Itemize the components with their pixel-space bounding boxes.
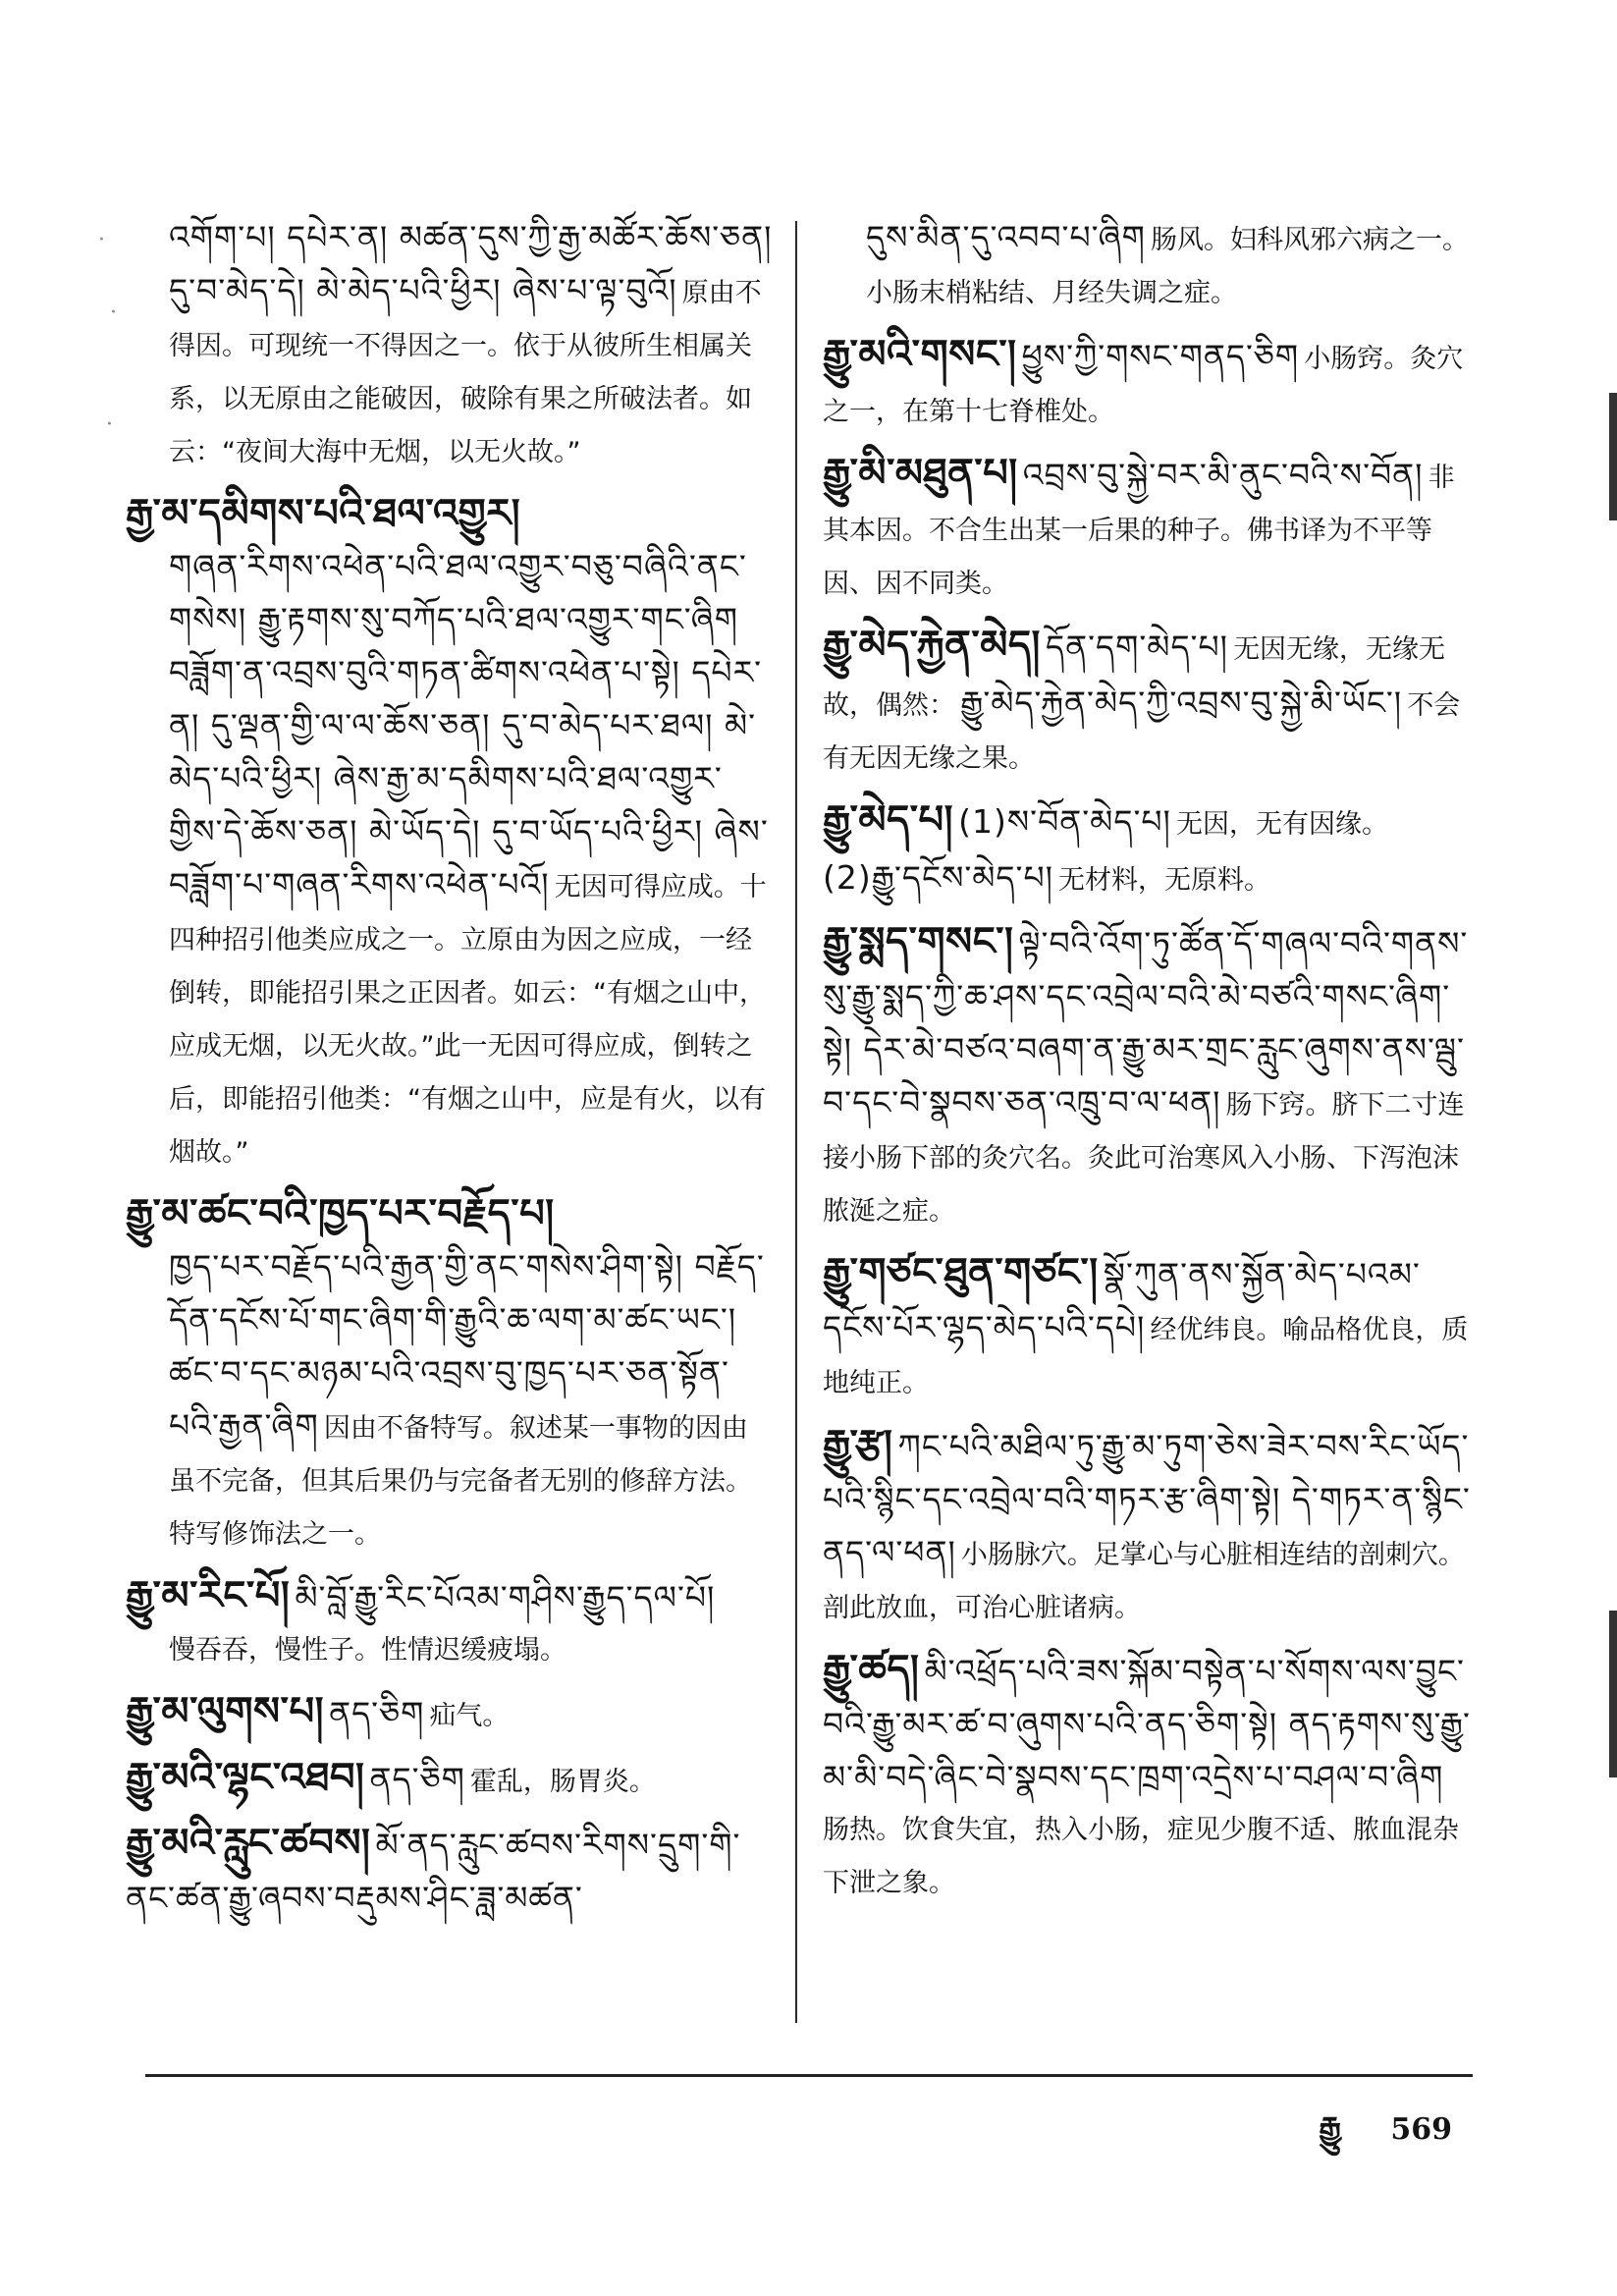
dictionary-entry bbox=[823, 211, 1471, 320]
entry-chinese-definition: 霍乱，肠胃炎。 bbox=[469, 1767, 656, 1797]
entry-headword: རྒྱུ་མ་རིང་པོ། bbox=[126, 1573, 291, 1618]
entry-headword: རྒྱུ་མེད་པ། bbox=[823, 797, 954, 843]
entry-headword: རྒྱུ་མེད་རྐྱེན་མེད། bbox=[823, 623, 1041, 668]
entry-headword: རྒྱུ་མི་མཐུན་པ། bbox=[823, 451, 1018, 496]
entry-chinese-definition: 慢吞吞，慢性子。性情迟缓疲塌。 bbox=[169, 1635, 566, 1666]
entry-tibetan-definition: མི་འཕྲོད་པའི་ཟས་སྐོམ་བསྟེན་པ་སོགས་ལས་བྱུང་བའི་རྒྱུ་མར་ཚ་བ་ཞུགས་པའི་ནད་ཅིག་སྟེ། ནད་རྟགས་སུ་རྒྱུ་མ་མི་བདེ་ཞིང་བེ་སྣབས་དང་ཁྲག་འདྲེས་པ་བཤལ་བ་ཞིག bbox=[823, 1652, 1471, 1796]
entry-chinese-definition: 肠下窍。脐下二寸连接小肠下部的灸穴名。灸此可治寒风入小肠、下泻泡沫脓涎之症。 bbox=[823, 1090, 1465, 1227]
entry-chinese-sense-1: 无因，无有因缘。 bbox=[1175, 809, 1388, 840]
entry-headword: རྒྱུ་རྩ། bbox=[823, 1422, 893, 1467]
entry-chinese-definition: 肠风。妇科风邪六病之一。小肠末梢粘结、月经失调之症。 bbox=[866, 225, 1470, 308]
dictionary-entry bbox=[823, 1418, 1471, 1635]
entry-headword: རྒྱུ་མའི་གསང་། bbox=[823, 332, 1017, 377]
right-column bbox=[823, 211, 1471, 1918]
entry-headword: རྒྱུ་མ་ཚང་བའི་ཁྱད་པར་བརྗོད་པ། bbox=[126, 1191, 555, 1236]
page-number: 569 bbox=[1390, 2112, 1452, 2147]
dictionary-entry bbox=[126, 1569, 774, 1677]
entry-chinese-example: 不会有无因无缘之果。 bbox=[823, 690, 1461, 774]
entry-chinese-definition: 无因无缘，无缘无故，偶然： bbox=[823, 634, 1446, 721]
dictionary-entry bbox=[823, 1246, 1471, 1410]
entry-headword: རྒྱུ་མ་ལུགས་པ། bbox=[126, 1689, 324, 1734]
dictionary-entry bbox=[126, 1187, 774, 1561]
entry-chinese-definition: 原由不得因。可现统一不得因之一。依于从彼所生相属关系，以无原由之能破因，破除有果之所破法者。如云：“夜间大海中无烟，以无火故。” bbox=[169, 278, 762, 467]
left-column bbox=[126, 211, 774, 1933]
entry-chinese-definition: 经优纬良。喻品格优良，质地纯正。 bbox=[823, 1315, 1469, 1398]
entry-headword: རྒྱུ་སྨད་གསང་། bbox=[823, 919, 1014, 964]
entry-tibetan-definition: འབྲས་བུ་སྐྱེ་བར་མི་ནུང་བའི་ས་བོན། bbox=[1022, 456, 1424, 494]
entry-tibetan-definition: དུས་མིན་དུ་འབབ་པ་ཞིག bbox=[866, 218, 1146, 256]
entry-tibetan-definition: གཞན་རིགས་འཕེན་པའི་ཐལ་འགྱུར་བཅུ་བཞིའི་ནང་གསེས། རྒྱུ་རྟགས་སུ་བཀོད་པའི་ཐལ་འགྱུར་གང་ཞིག བཟློག་ན་འབྲས་བུའི་གཏན་ཚིགས་འཕེན་པ་སྟེ། དཔེར་ན། དུ་ལྡན་གྱི་ལ་ལ་ཆོས་ཅན། དུ་བ་མེད་པར་ཐལ། མེ་མེད་པའི་ཕྱིར། ཞེས་རྒྱ་མ་དམིགས་པའི་ཐལ་འགྱུར་གྱིས་དེ་ཆོས་ཅན། མེ་ཡོད་དེ། དུ་བ་ཡོད་པའི་ཕྱིར། ཞེས་བཟློག་པ་གཞན་རིགས་འཕེན་པའོ། bbox=[169, 547, 769, 903]
entry-chinese-definition: 疝气。 bbox=[429, 1701, 510, 1731]
entry-chinese-definition: 肠热。饮食失宜，热入小肠，症见少腹不适、脓血混杂下泄之象。 bbox=[823, 1815, 1459, 1898]
dictionary-entry bbox=[823, 328, 1471, 439]
dictionary-entry bbox=[126, 1751, 774, 1809]
entry-chinese-definition: 小肠窍。灸穴之一，在第十七脊椎处。 bbox=[823, 344, 1464, 427]
scan-speck: · bbox=[106, 412, 113, 437]
footer-rule bbox=[145, 2074, 1473, 2077]
dictionary-entry bbox=[126, 211, 774, 479]
entry-chinese-definition: 非其本因。不合生出某一后果的种子。佛书译为不平等因、因不同类。 bbox=[823, 463, 1455, 599]
dictionary-entry bbox=[126, 1817, 774, 1925]
entry-tibetan-sense-2: (2)རྒྱུ་དངོས་མེད་པ། bbox=[823, 858, 1053, 897]
entry-tibetan-definition: ཁྱད་པར་བརྗོད་པའི་རྒྱན་གྱི་ནང་གསེས་ཤིག་སྟེ། བརྗོད་དོན་དངོས་པོ་གང་ཞིག་གི་རྒྱུའི་ཆ་ལག་མ་ཚང་ཡང་། ཚང་བ་དང་མཉམ་པའི་འབྲས་བུ་ཁྱད་པར་ཅན་སྟོན་པའི་རྒྱན་ཞིག bbox=[169, 1247, 765, 1445]
entry-tibetan-definition: ཕྱུས་ཀྱི་གསང་གནད་ཅིག bbox=[1021, 337, 1300, 375]
entry-headword: རྒྱ་མ་དམིགས་པའི་ཐལ་འགྱུར། bbox=[126, 491, 521, 536]
entry-chinese-definition: 无因可得应成。十四种招引他类应成之一。立原由为因之应成，一经倒转，即能招引果之正因者。如云：“有烟之山中，应成无烟，以无火故。”此一无因可得应成，倒转之后，即能招引他类：“有烟之山中，应是有火，以有烟故。” bbox=[169, 872, 767, 1168]
entry-chinese-definition: 因由不备特写。叙述某一事物的因由虽不完备，但其后果仍与完备者无别的修辞方法。特写修饰法之一。 bbox=[169, 1413, 752, 1550]
scan-edge-mark bbox=[1609, 393, 1617, 520]
entry-tibetan-sense-1: (1)ས་བོན་མེད་པ། bbox=[958, 802, 1171, 841]
entry-chinese-sense-2: 无材料，无原料。 bbox=[1058, 865, 1271, 896]
page-footer bbox=[1319, 2094, 1452, 2182]
entry-tibetan-definition: མི་བློ་རྒྱུ་རིང་པོའམ་གཤིས་རྒྱུད་དལ་པོ། bbox=[295, 1578, 716, 1616]
running-head: རྒྱུ bbox=[1319, 2109, 1341, 2147]
dictionary-entry bbox=[126, 1685, 774, 1743]
dictionary-entry bbox=[823, 793, 1471, 907]
entry-tibetan-definition: དོན་དག་མེད་པ། bbox=[1045, 628, 1228, 666]
dictionary-entry bbox=[823, 447, 1471, 611]
entry-tibetan-definition: ཀང་པའི་མཐིལ་ཏུ་རྒྱུ་མ་ཏུག་ཅེས་ཟེར་བས་རིང་ཡོད་པའི་སྙིང་དང་འབྲེལ་བའི་གཏར་རྩ་ཞིག་སྟེ། དེ་གཏར་ན་སྙིང་ནད་ལ་ཕན། bbox=[823, 1427, 1471, 1571]
scan-speck: · bbox=[110, 301, 117, 325]
entry-tibetan-definition: མོ་ནད་རླུང་ཚབས་རིགས་དྲུག་གི་ནང་ཚན་རྒྱུ་ཞབས་བརྡུམས་ཤིང་ཟླ་མཚན་ bbox=[126, 1826, 741, 1917]
entry-tibetan-definition: ནད་ཅིག bbox=[329, 1694, 425, 1732]
entry-tibetan-example: རྒྱུ་མེད་རྐྱེན་མེད་ཀྱི་འབྲས་བུ་སྐྱེ་མི་ཡོང་། bbox=[960, 683, 1403, 722]
scan-speck: · bbox=[98, 228, 105, 252]
dictionary-entry bbox=[823, 915, 1471, 1238]
entry-headword: རྒྱུ་མའི་རླུང་ཚབས། bbox=[126, 1821, 371, 1866]
entry-tibetan-definition: ནད་ཅིག bbox=[369, 1760, 465, 1798]
entry-tibetan-definition: སྣོ་ཀུན་ནས་སྐྱོན་མེད་པའམ་དངོས་པོར་ལྷད་མེད་པའི་དཔེ། bbox=[823, 1255, 1421, 1346]
entry-tibetan-definition: འགོག་པ། དཔེར་ན། མཚན་དུས་ཀྱི་རྒྱ་མཚོར་ཆོས་ཅན། དུ་བ་མེད་དེ། མེ་མེད་པའི་ཕྱིར། ཞེས་པ་ལྟ་བུའོ། bbox=[169, 218, 773, 309]
entry-headword: རྒྱུ་གཙང་ཐུན་གཙང་། bbox=[823, 1250, 1099, 1295]
scan-edge-mark bbox=[1609, 1611, 1617, 1777]
dictionary-entry bbox=[823, 1643, 1471, 1910]
entry-chinese-definition: 小肠脉穴。足掌心与心脏相连结的剖刺穴。剖此放血，可治心脏诸病。 bbox=[823, 1540, 1465, 1623]
entry-headword: རྒྱུ་ཚད། bbox=[823, 1647, 920, 1692]
dictionary-entry bbox=[823, 619, 1471, 786]
column-divider bbox=[795, 221, 797, 2023]
dictionary-entry bbox=[126, 487, 774, 1179]
entry-headword: རྒྱུ་མའི་ལྷང་འཐབ། bbox=[126, 1755, 365, 1800]
entry-tibetan-definition: ལྟེ་བའི་འོག་ཏུ་ཚོན་དོ་གཞལ་བའི་གནས་སུ་རྒྱུ་སྨད་ཀྱི་ཆ་ཤས་དང་འབྲེལ་བའི་མེ་བཙའི་གསང་ཞིག་སྟེ། དེར་མེ་བཙའ་བཞག་ན་རྒྱུ་མར་གྲང་རླུང་ཞུགས་ནས་ལྦུ་བ་དང་བེ་སྣབས་ཅན་འཁྲུ་བ་ལ་ཕན། bbox=[823, 924, 1469, 1121]
